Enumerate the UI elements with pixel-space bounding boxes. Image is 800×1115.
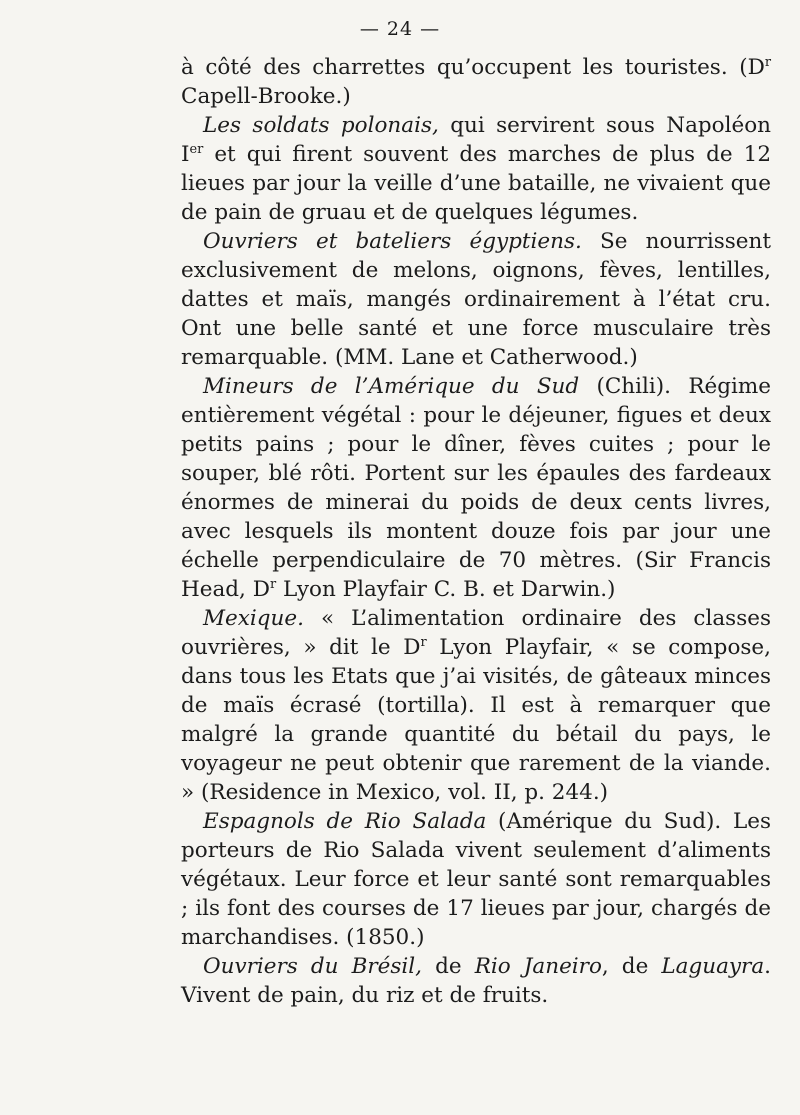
page-body [181,53,771,1010]
paragraph: Mineurs de l’Amérique du Sud (Chili). Régime entièrement végétal : pour le déjeuner, figues et deux petits pains ; pour le dîner, fèves cuites ; pour le souper, blé rôti. Portent sur les épaules des fardeaux énormes de minerai du poids de deux cents livres, avec lesquels ils montent douze fois par jour une échelle perpendiculaire de 70 mètres. (Sir Francis Head, $D^r$ Lyon Playfair C. B. et Darwin.) [181,374,771,602]
paragraph: Ouvriers du Brésil, de Rio Janeiro, de Laguayra. Vivent de pain, du riz et de fruits. [181,954,771,1008]
paragraph-lead: Ouvriers du Brésil, [203,954,423,979]
paragraph: Espagnols de Rio Salada (Amérique du Sud). Les porteurs de Rio Salada vivent seulement d’aliments végétaux. Leur force et leur santé sont remarquables ; ils font des courses de 17 lieues par jour, chargés de marchandises. (1850.) [181,809,771,950]
page-number: — 24 — [359,18,441,40]
paragraph-lead: Les soldats polonais, [203,113,439,138]
paragraph-lead: Mineurs de l’Amérique du Sud [203,374,580,399]
paragraph: Ouvriers et bateliers égyptiens. Se nourrissent exclusivement de melons, oignons, fèves, lentilles, dattes et maïs, mangés ordinairement à l’état cru. Ont une belle santé et une force musculaire très remarquable. (MM. Lane et Catherwood.) [181,229,772,370]
paragraph-lead: Mexique. [203,606,304,631]
paragraph-lead: Ouvriers et bateliers égyptiens. [203,229,582,254]
paragraph: Les soldats polonais, qui servirent sous Napoléon Ier et qui firent souvent des marches de plus de 12 lieues par jour la veille d’une bataille, ne vivaient que de pain de gruau et de quelques légumes. [181,113,771,225]
paragraph: à côté des charrettes qu’occupent les touristes. ($D^r$ Capell-Brooke.) [181,54,771,109]
paragraph-lead: Espagnols de Rio Salada [203,809,487,834]
paragraph: Mexique. « L’alimentation ordinaire des classes ouvrières, » dit le $D^r$ Lyon Playfair, « se compose, dans tous les Etats que j’ai visités, de gâteaux minces de maïs écrasé (tortilla). Il est à remarquer que malgré la grande quantité du bétail du pays, le voyageur ne peut obtenir que rarement de la viande. » (Residence in Mexico, vol. II, p. 244.) [181,606,771,805]
